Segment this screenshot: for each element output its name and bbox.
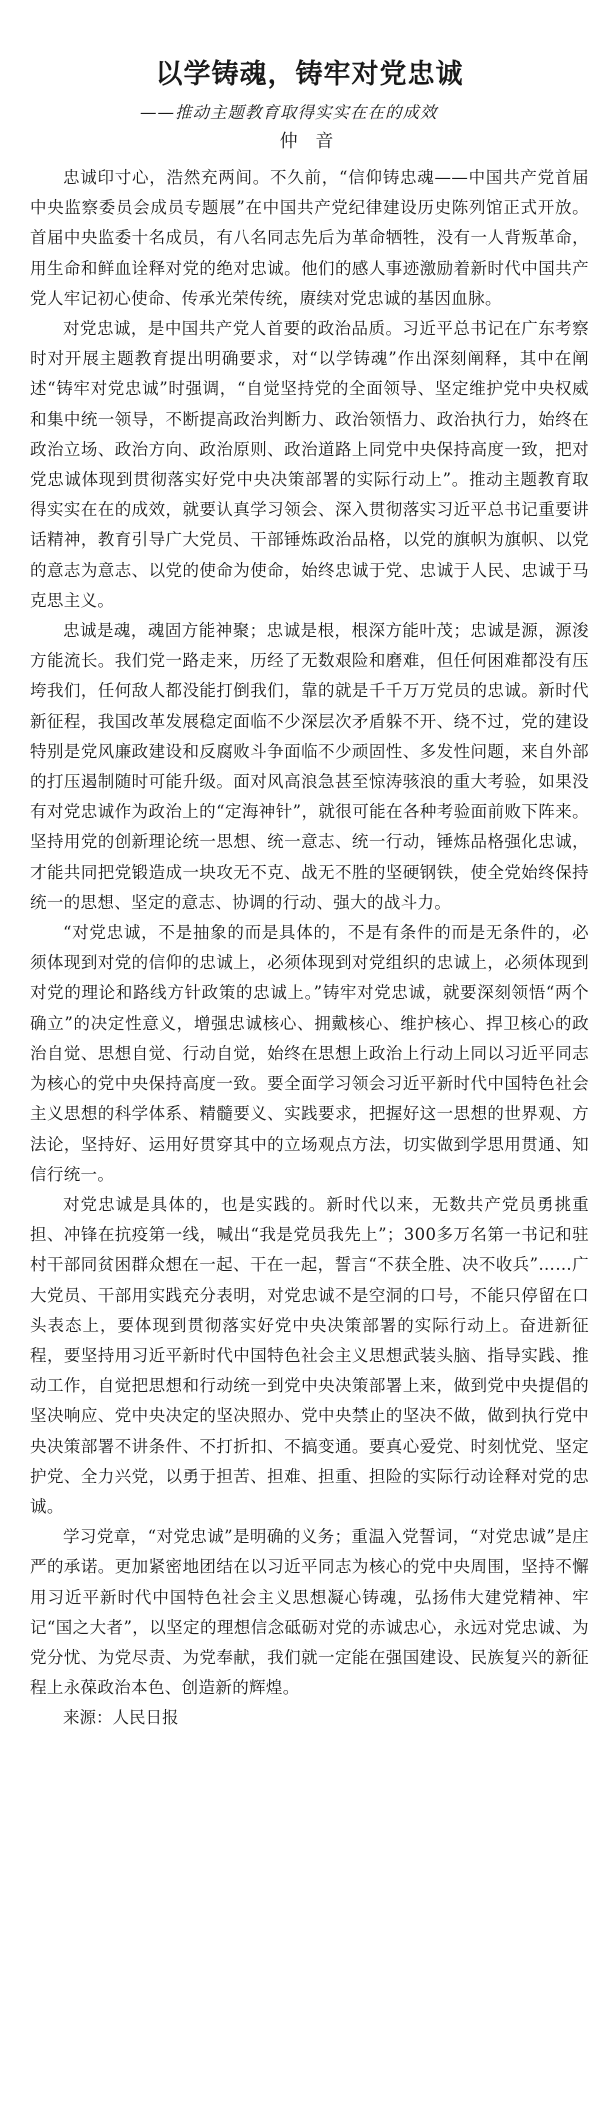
paragraph-5: 对党忠诚是具体的，也是实践的。新时代以来，无数共产党员勇挑重担、冲锋在抗疫第一线，喊出“我是党员我先上”；300多万名第一书记和驻村干部同贫困群众想在一起、干在一起，誓言“不获全胜、决不收兵”……广大党员、干部用实践充分表明，对党忠诚不是空洞的口号，不能只停留在口头表态上，要体现到贯彻落实好党中央决策部署的实际行动上。奋进新征程，要坚持用习近平新时代中国特色社会主义思想武装头脑、指导实践、推动工作，自觉把思想和行动统一到党中央决策部署上来，做到党中央提倡的坚决响应、党中央决定的坚决照办、党中央禁止的坚决不做，做到执行党中央决策部署不讲条件、不打折扣、不搞变通。要真心爱党、时刻忧党、坚定护党、全力兴党，以勇于担苦、担难、担重、担险的实际行动诠释对党的忠诚。 (30, 1194, 589, 1516)
paragraph-3: 忠诚是魂，魂固方能神聚；忠诚是根，根深方能叶茂；忠诚是源，源浚方能流长。我们党一路走来，历经了无数艰险和磨难，但任何困难都没有压垮我们，任何敌人都没能打倒我们，靠的就是千千万万党员的忠诚。新时代新征程，我国改革发展稳定面临不少深层次矛盾躲不开、绕不过，党的建设特别是党风廉政建设和反腐败斗争面临不少顽固性、多发性问题，来自外部的打压遏制随时可能升级。面对风高浪急甚至惊涛骇浪的重大考验，如果没有对党忠诚作为政治上的“定海神针”，就很可能在各种考验面前败下阵来。坚持用党的创新理论统一思想、统一意志、统一行动，锤炼品格强化忠诚，才能共同把党锻造成一块攻无不克、战无不胜的坚硬钢铁，使全党始终保持统一的思想、坚定的意志、协调的行动、强大的战斗力。 (30, 621, 589, 912)
paragraph-2: 对党忠诚，是中国共产党人首要的政治品质。习近平总书记在广东考察时对开展主题教育提出明确要求，对“以学铸魂”作出深刻阐释，其中在阐述“铸牢对党忠诚”时强调，“自觉坚持党的全面领导、坚定维护党中央权威和集中统一领导，不断提高政治判断力、政治领悟力、政治执行力，始终在政治立场、政治方向、政治原则、政治道路上同党中央保持高度一致，把对党忠诚体现到贯彻落实好党中央决策部署的实际行动上”。推动主题教育取得实实在在的成效，就要认真学习领会、深入贯彻落实习近平总书记重要讲话精神，教育引导广大党员、干部锤炼政治品格，以党的旗帜为旗帜、以党的意志为意志、以党的使命为使命，始终忠诚于党、忠诚于人民、忠诚于马克思主义。 (30, 319, 589, 610)
paragraph-4: “对党忠诚，不是抽象的而是具体的，不是有条件的而是无条件的，必须体现到对党的信仰的忠诚上，必须体现到对党组织的忠诚上，必须体现到对党的理论和路线方针政策的忠诚上。”铸牢对党忠诚，就要深刻领悟“两个确立”的决定性意义，增强忠诚核心、拥戴核心、维护核心、捍卫核心的政治自觉、思想自觉、行动自觉，始终在思想上政治上行动上同以习近平同志为核心的党中央保持高度一致。要全面学习领会习近平新时代中国特色社会主义思想的科学体系、精髓要义、实践要求，把握好这一思想的世界观、方法论，坚持好、运用好贯穿其中的立场观点方法，切实做到学思用贯通、知信行统一。 (30, 923, 589, 1184)
article-source: 来源：人民日报 (63, 1708, 179, 1728)
paragraph-1: 忠诚印寸心，浩然充两间。不久前，“信仰铸忠魂——中国共产党首届中央监察委员会成员专题展”在中国共产党纪律建设历史陈列馆正式开放。首届中央监委十名成员，有八名同志先后为革命牺牲，没有一人背叛革命，用生命和鲜血诠释对党的绝对忠诚。他们的感人事迹激励着新时代中国共产党人牢记初心使命、传承光荣传统，赓续对党忠诚的基因血脉。 (30, 168, 589, 308)
article-title: 以学铸魂，铸牢对党忠诚 (155, 59, 464, 90)
paragraph-6: 学习党章，“对党忠诚”是明确的义务；重温入党誓词，“对党忠诚”是庄严的承诺。更加紧密地团结在以习近平同志为核心的党中央周围，坚持不懈用习近平新时代中国特色社会主义思想凝心铸魂，弘扬伟大建党精神、牢记“国之大者”，以坚定的理想信念砥砺对党的赤诚忠心，永远对党忠诚、为党分忧、为党尽责、为党奉献，我们就一定能在强国建设、民族复兴的新征程上永葆政治本色、创造新的辉煌。 (30, 1527, 589, 1698)
article-subtitle: ——推动主题教育取得实实在在的成效 (140, 103, 438, 122)
article-author: 仲 音 (279, 131, 340, 152)
